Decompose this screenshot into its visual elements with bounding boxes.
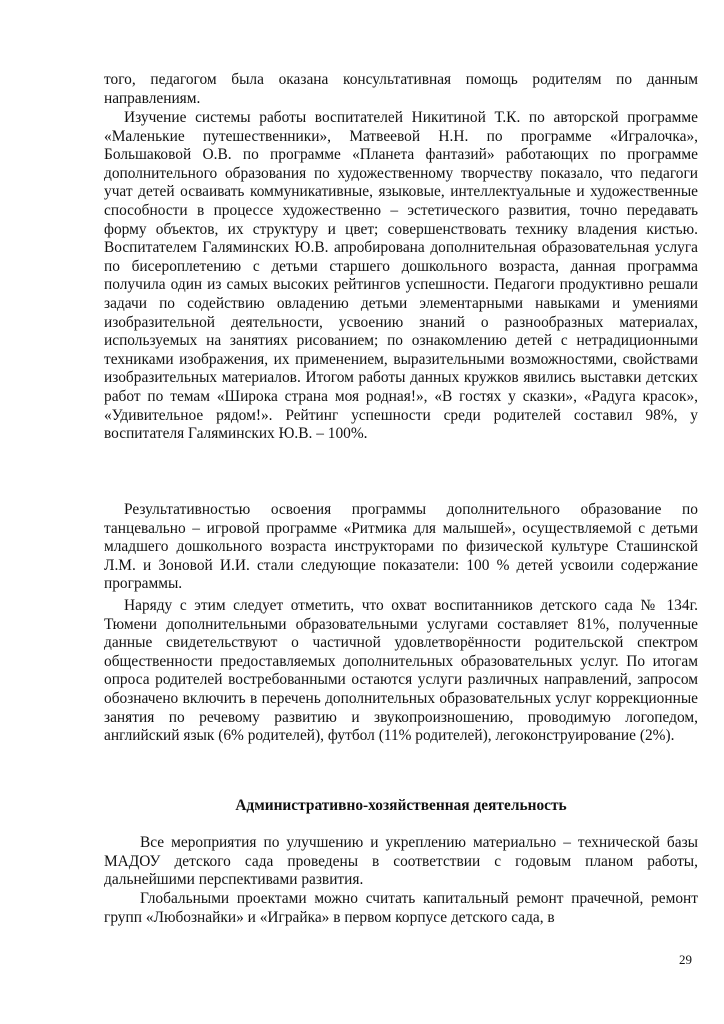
paragraph-teachers-programs: Изучение системы работы воспитателей Никитиной Т.К. по авторской программе «Маленькие путешественники», Матвеевой Н.Н. по программе «Игралочка», Большаковой О.В. по программе «Планета фантазий» работающих по программе дополнительного образования по художественному творчеству показало, что педагоги учат детей осваивать коммуникативные, языковые, интеллектуальные и художественные способности в процессе художественно – эстетического развития, точно передавать форму объектов, их структуру и цвет; совершенствовать технику владения кистью. Воспитателем Галяминских Ю.В. апробирована дополнительная образовательная услуга по бисероплетению с детьми старшего дошкольного возраста, данная программа получила один из самых высоких рейтингов успешности. Педагоги продуктивно решали задачи по содействию овладению детьми элементарными навыками и умениями изобразительной деятельности, усвоению знаний о разнообразных материалах, используемых на занятиях рисованием; по ознакомлению детей с нетрадиционными техниками изображения, их применением, выразительными возможностями, свойствами изобразительных материалов. Итогом работы данных кружков явились выставки детских работ по темам «Широка страна моя родная!», «В гостях у сказки», «Радуга красок», «Удивительное рядом!». Рейтинг успешности среди родителей составил 98%, у воспитателя Галяминских Ю.В. – 100%. <box>104 109 698 443</box>
paragraph-coverage: Наряду с этим следует отметить, что охват воспитанников детского сада № 134г. Тюмени дополнительными образовательными услугами составляет 81%, полученные данные свидетельствуют о частичной удовлетворённости родительской спектром общественности предоставляемых дополнительных образовательных услуг. По итогам опроса родителей востребованными остаются услуги различных направлений, запросом обозначено включить в перечень дополнительных образовательных услуг коррекционные занятия по речевому развитию и звукопроизношению, проводимую логопедом, английский язык (6% родителей), футбол (11% родителей), легоконструирование (2%). <box>104 597 698 745</box>
section-heading: Административно-хозяйственная деятельность <box>235 797 567 814</box>
page-number: 29 <box>679 952 692 967</box>
paragraph-continuation: того, педагогом была оказана консультативная помощь родителям по данным направлениям. <box>104 71 698 107</box>
paragraph-global-projects: Глобальными проектами можно считать капитальный ремонт прачечной, ремонт групп «Любознайки» и «Играйка» в первом корпусе детского сада, в <box>104 890 698 926</box>
paragraph-measures: Все мероприятия по улучшению и укреплению материально – технической базы МАДОУ детского сада проведены в соответствии с годовым планом работы, дальнейшими перспективами развития. <box>104 834 698 889</box>
paragraph-rhythmics-results: Результативностью освоения программы дополнительного образование по танцевально – игровой программе «Ритмика для малышей», осуществляемой с детьми младшего дошкольного возраста инструкторами по физической культуре Сташинской Л.М. и Зоновой И.И. стали следующие показатели: 100 % детей усвоили содержание программы. <box>104 501 698 593</box>
